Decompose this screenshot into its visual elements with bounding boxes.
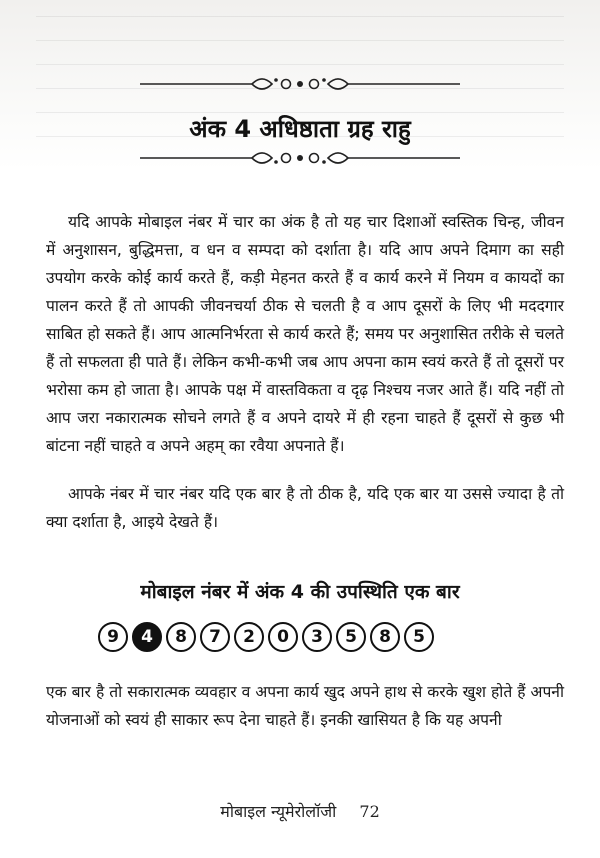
- number-digit: 2: [234, 622, 264, 652]
- page-number: 72: [359, 802, 380, 821]
- section-subheading: मोबाइल नंबर में अंक 4 की उपस्थिति एक बार: [140, 581, 460, 603]
- page-footer: [0, 800, 600, 822]
- number-digit: 7: [200, 622, 230, 652]
- analysis-paragraph: एक बार है तो सकारात्मक व्यवहार व अपना कार्य खुद अपने हाथ से करके खुश होते हैं अपनी योजनाओं को स्वयं ही साकार रूप देना चाहते हैं। इनकी खासियत है कि यह अपनी: [46, 683, 564, 729]
- number-digit: 8: [166, 622, 196, 652]
- top-ornament-divider: [140, 72, 460, 96]
- number-digit: 9: [98, 622, 128, 652]
- number-digit: 5: [404, 622, 434, 652]
- number-digit: 8: [370, 622, 400, 652]
- bottom-ornament-divider: [140, 146, 460, 170]
- question-paragraph: आपके नंबर में चार नंबर यदि एक बार है तो ठीक है, यदि एक बार या उससे ज्यादा है तो क्या दर्शाता है, आइये देखते हैं।: [46, 485, 564, 531]
- chapter-title: अंक 4 अधिष्ठाता ग्रह राहु: [189, 115, 411, 143]
- number-digit: 0: [268, 622, 298, 652]
- number-digit: 3: [302, 622, 332, 652]
- intro-paragraph: यदि आपके मोबाइल नंबर में चार का अंक है तो यह चार दिशाओं स्वस्तिक चिन्ह, जीवन में अनुशासन, बुद्धिमत्ता, व धन व सम्पदा को दर्शाता है। यदि आप अपने दिमाग का सही उपयोग करके कोई कार्य करते हैं, कड़ी मेहनत करते हैं व कार्य करने में नियम व कायदों का पालन करते हैं तो आपकी जीवनचर्या ठीक से चलती है व आप दूसरों के लिए भी मददगार साबित हो सकते हैं। आप आत्मनिर्भरता से कार्य करते हैं; समय पर अनुशासित तरीके से चलते हैं तो सफलता ही पाते हैं। लेकिन कभी-कभी जब आप अपना काम स्वयं करते हैं तो दूसरों पर भरोसा कम हो जाता है। आपके पक्ष में वास्तविकता व दृढ़ निश्चय नजर आते हैं। यदि नहीं तो आप जरा नकारात्मक सोचने लगते हैं व अपने दायरे में ही रहना चाहते हैं दूसरों से कुछ भी बांटना नहीं चाहते व अपने अहम् का रवैया अपनाते हैं।: [46, 213, 564, 455]
- number-digit-highlighted: 4: [132, 622, 162, 652]
- bleed-line: [36, 64, 564, 65]
- bleed-line: [36, 40, 564, 41]
- bleed-line: [36, 16, 564, 17]
- book-title: मोबाइल न्यूमेरोलॉजी: [220, 802, 337, 821]
- number-digit: 5: [336, 622, 366, 652]
- example-mobile-number: [98, 622, 434, 652]
